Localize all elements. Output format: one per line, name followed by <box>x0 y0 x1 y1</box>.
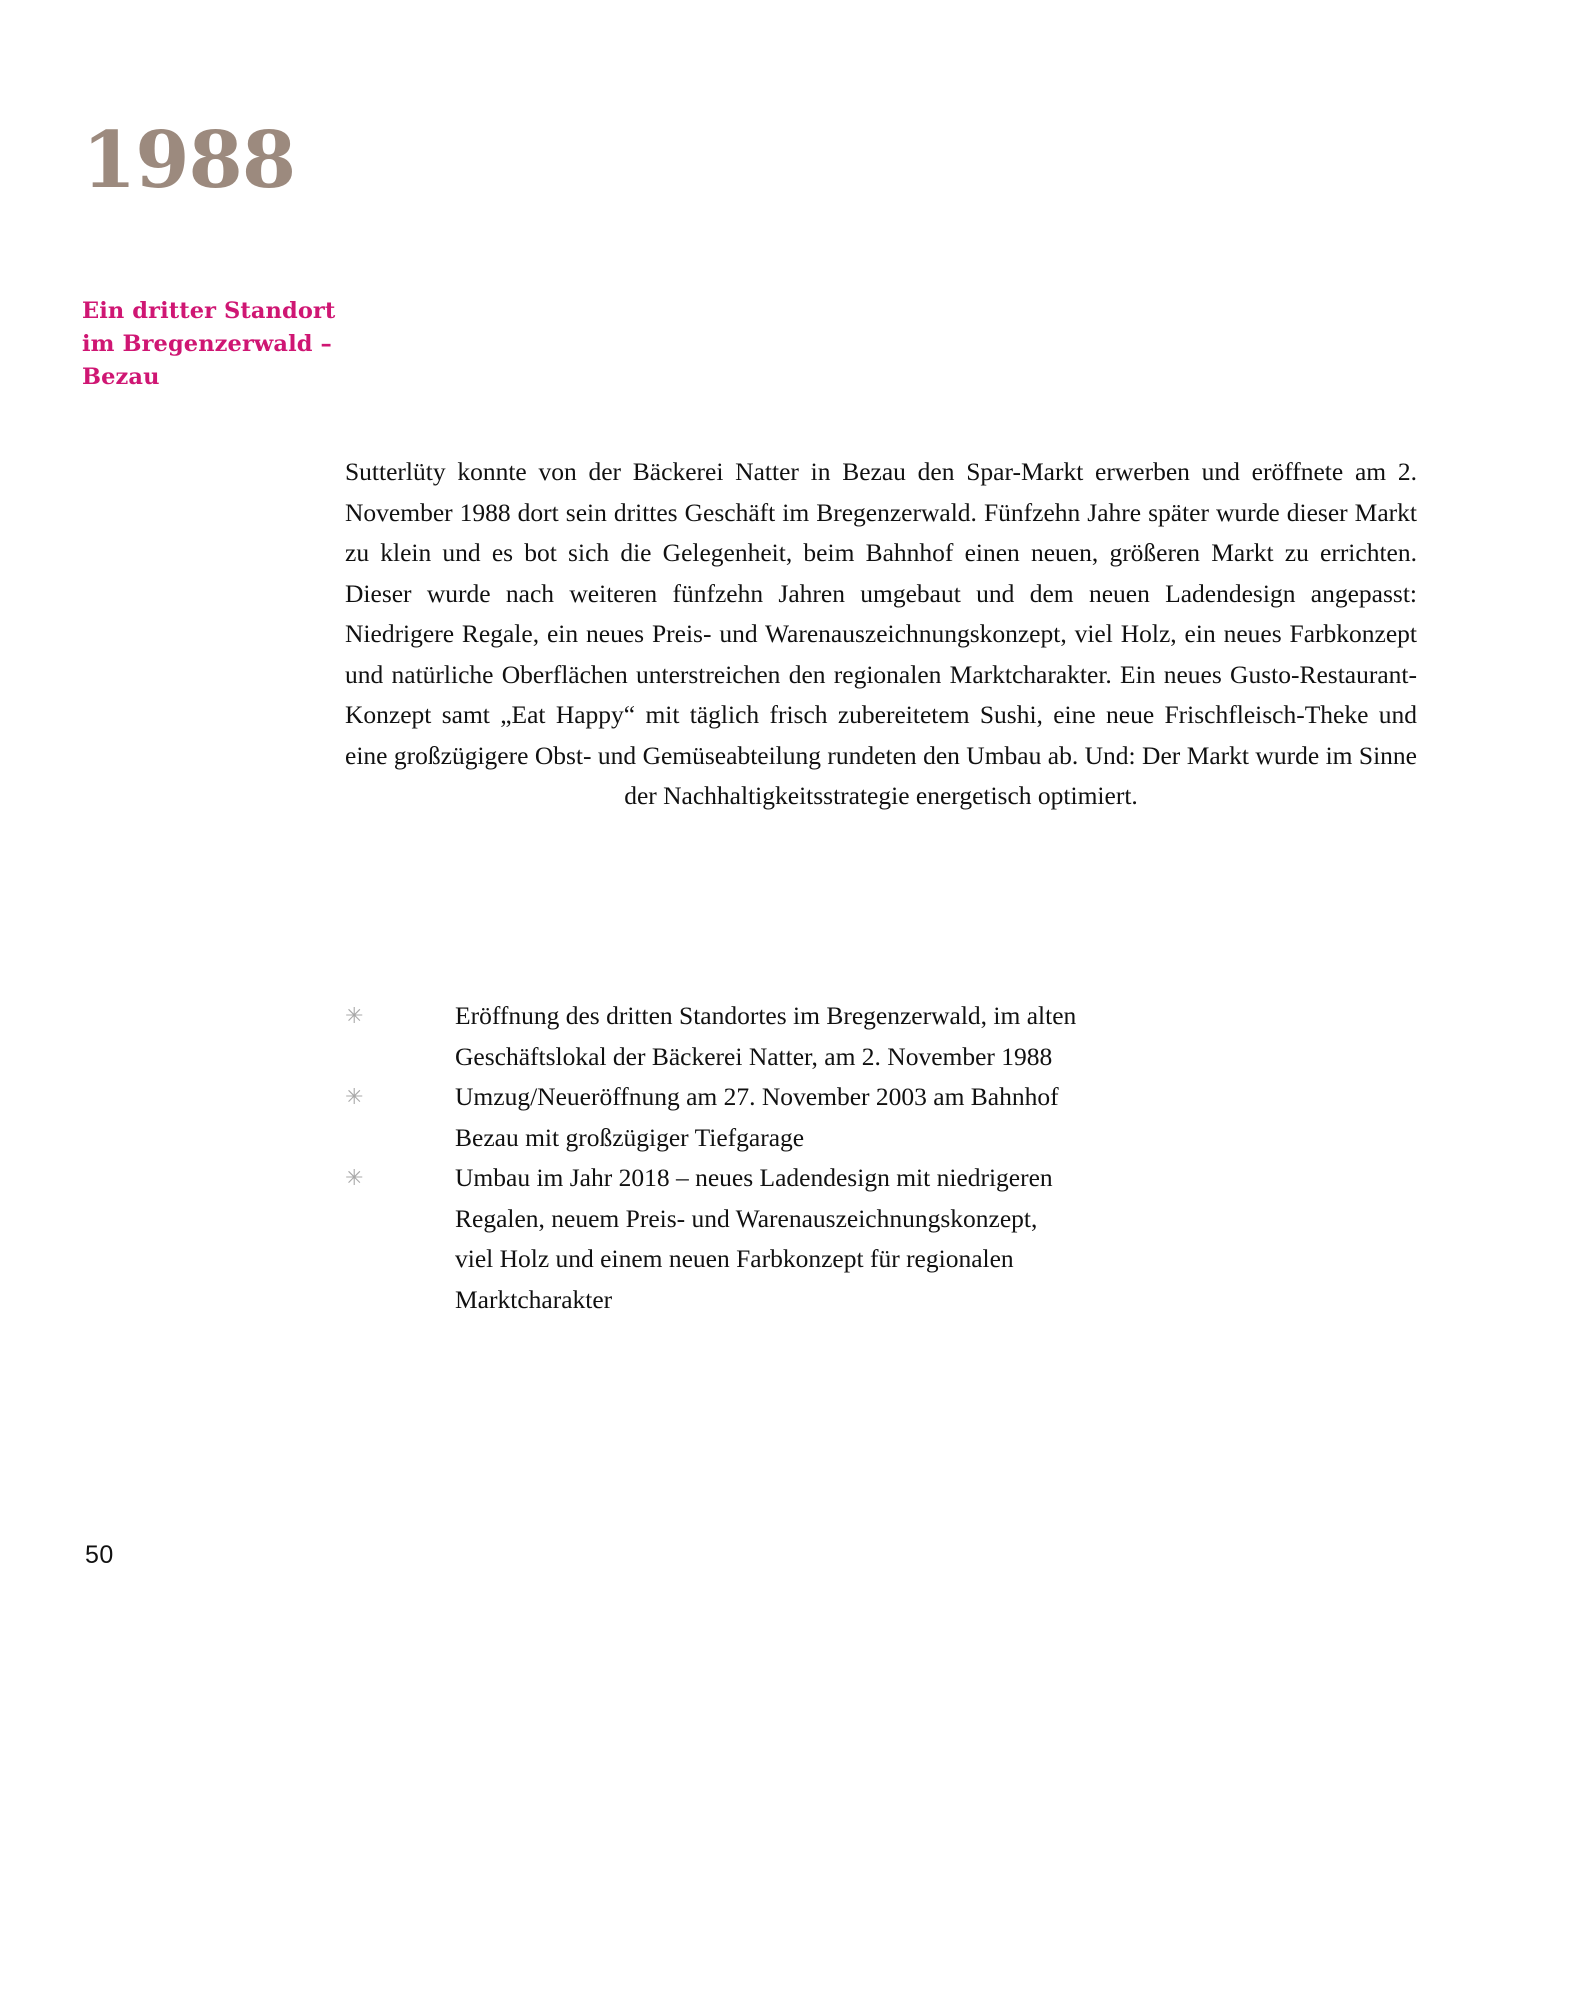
list-item-text <box>455 1158 1345 1320</box>
year-heading: 1988 <box>82 115 296 206</box>
list-item-line: Geschäftslokal der Bäckerei Natter, am 2. November 1988 <box>455 1041 1053 1071</box>
section-heading-line-2: im Bregenzerwald – <box>82 331 332 357</box>
page-number: 50 <box>85 1541 114 1569</box>
list-item-line: Umzug/Neueröffnung am 27. November 2003 am Bahnhof <box>455 1082 1059 1111</box>
list-item-text <box>455 1077 1345 1158</box>
list-item-text <box>455 996 1345 1077</box>
milestone-list <box>345 996 1345 1320</box>
asterisk-bullet-icon: ✳ <box>345 1084 364 1109</box>
list-item-line: viel Holz und einem neuen Farbkonzept für regionalen <box>455 1244 1014 1273</box>
body-text-column <box>345 452 1417 817</box>
list-item <box>345 1077 1345 1158</box>
list-item <box>345 1158 1345 1320</box>
list-item-line: Bezau mit großzügiger Tiefgarage <box>455 1122 805 1152</box>
section-heading-line-1: Ein dritter Standort <box>82 298 336 324</box>
list-item-line: Regalen, neuem Preis- und Warenauszeichnungskonzept, <box>455 1203 1038 1233</box>
list-item-line: Marktcharakter <box>455 1284 613 1314</box>
list-item <box>345 996 1345 1077</box>
body-paragraph: Sutterlüty konnte von der Bäckerei Natter in Bezau den Spar-Markt erwerben und eröffnete am 2. November 1988 dort sein drittes Geschäft im Bregenzerwald. Fünfzehn Jahre später wurde dieser Markt zu klein und es bot sich die Gelegenheit, beim Bahnhof einen neuen, größeren Markt zu errichten. Dieser wurde nach weiteren fünfzehn Jahren umgebaut und dem neuen Ladendesign angepasst: Niedrigere Regale, ein neues Preis- und Warenauszeichnungskonzept, viel Holz, ein neues Farbkonzept und natürliche Oberflächen unterstreichen den regionalen Marktcharakter. Ein neues Gusto-Restaurant-Konzept samt „Eat Happy“ mit täglich frisch zubereitetem Sushi, eine neue Frischfleisch-Theke und eine großzügigere Obst- und Gemüseabteilung rundeten den Umbau ab. Und: Der Markt wurde im Sinne der Nachhaltigkeitsstrategie energetisch optimiert. <box>345 457 1417 810</box>
list-item-line: Umbau im Jahr 2018 – neues Ladendesign mit niedrigeren <box>455 1163 1053 1192</box>
list-item-line: Eröffnung des dritten Standortes im Bregenzerwald, im alten <box>455 1001 1077 1030</box>
asterisk-bullet-icon: ✳ <box>345 1003 364 1028</box>
asterisk-bullet-icon: ✳ <box>345 1165 364 1190</box>
section-heading-line-3: Bezau <box>82 364 160 390</box>
section-heading <box>82 295 512 394</box>
